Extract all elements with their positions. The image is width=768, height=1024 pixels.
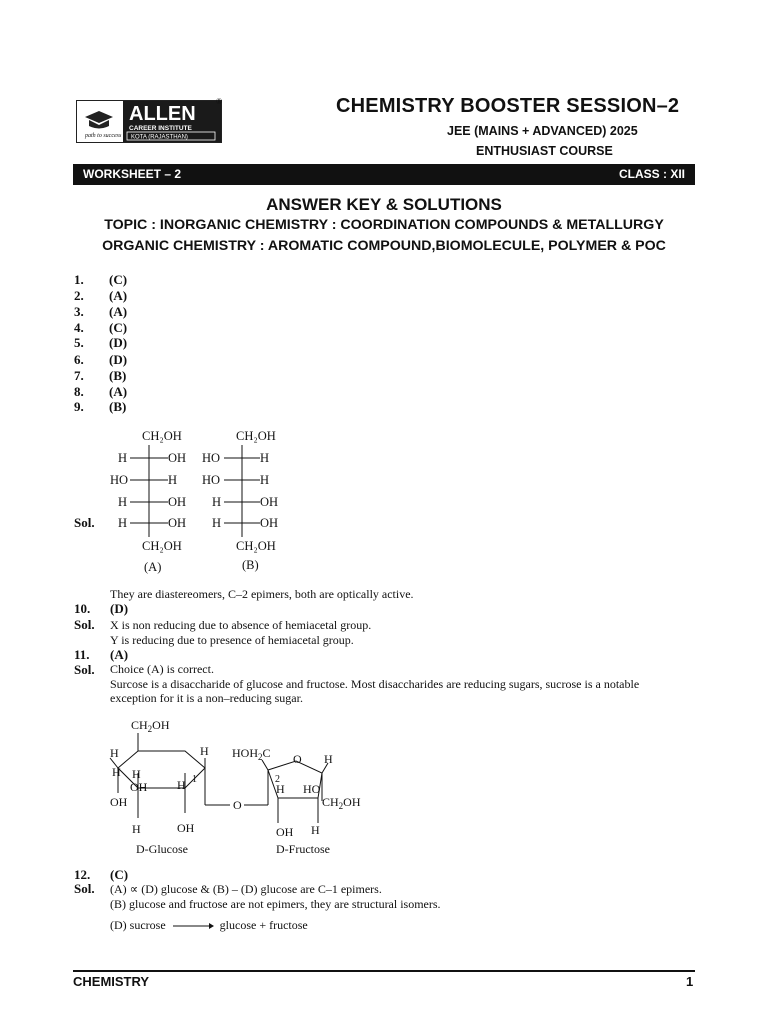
fructose-ch2oh: $CH_2OH$ xyxy=(322,795,361,811)
answer-number: 6. xyxy=(74,352,84,367)
fischer-structure-b xyxy=(202,429,278,572)
struct-b-r4-right: OH xyxy=(260,516,279,530)
struct-b-r2-right: H xyxy=(260,473,270,487)
fructose-h3: H xyxy=(311,823,320,837)
answer-value: (A) xyxy=(109,304,128,319)
fischer-projections xyxy=(100,425,320,575)
struct-b-top: CH₂OH xyxy=(236,429,276,443)
struct-a-label: (A) xyxy=(144,560,162,574)
q12-line3-right: glucose + fructose xyxy=(219,918,308,932)
answer-number: 8. xyxy=(74,384,84,399)
fructose-ring-o: O xyxy=(293,752,302,766)
struct-b-r3-left: H xyxy=(212,495,222,509)
answer-value: (D) xyxy=(109,352,128,367)
q12-number: 12. xyxy=(74,867,91,882)
logo-line1: CAREER INSTITUTE xyxy=(129,125,192,132)
struct-b-r1-left: HO xyxy=(202,451,221,465)
struct-b-label: (B) xyxy=(242,558,259,572)
q12-line2: (B) glucose and fructose are not epimers, they are structural isomers. xyxy=(110,897,441,911)
class-label: CLASS : XII xyxy=(618,167,685,181)
answer-number: 7. xyxy=(74,368,84,383)
sol-label: Sol. xyxy=(74,515,95,530)
answer-number: 1. xyxy=(74,272,84,287)
struct-b-r2-left: HO xyxy=(202,473,221,487)
q12-answer: (C) xyxy=(110,867,129,882)
fischer-structure-a xyxy=(110,429,186,574)
glycosidic-o: O xyxy=(233,798,242,812)
struct-a-r1-left: H xyxy=(118,451,128,465)
answer-number: 3. xyxy=(74,304,84,319)
footer-divider xyxy=(73,970,695,972)
glucose-h4: H xyxy=(132,767,141,781)
struct-a-r3-left: H xyxy=(118,495,128,509)
struct-a-r4-right: OH xyxy=(168,516,187,530)
answer-number: 9. xyxy=(74,399,84,414)
struct-a-r3-right: OH xyxy=(168,495,187,509)
logo-brand: ALLEN xyxy=(129,103,196,125)
glucose-h5: H xyxy=(177,778,186,792)
fructose-c2: 2 xyxy=(275,774,280,785)
fructose-h1: H xyxy=(324,752,333,766)
fructose-h2: H xyxy=(276,782,285,796)
q10-number: 10. xyxy=(74,601,91,616)
worksheet-label: WORKSHEET – 2 xyxy=(83,167,182,181)
struct-a-r2-right: H xyxy=(168,473,178,487)
fructose-hoh2c: $HOH_2C$ xyxy=(232,746,271,762)
answer-value: (D) xyxy=(109,335,128,350)
logo-line2: KOTA (RAJASTHAN) xyxy=(131,134,188,141)
page-number: 1 xyxy=(686,974,694,989)
q12-line3 xyxy=(110,918,308,933)
q11-sol-label: Sol. xyxy=(74,662,95,677)
fructose-ho: HO xyxy=(303,782,321,796)
struct-b-r4-left: H xyxy=(212,516,222,530)
footer-subject: CHEMISTRY xyxy=(73,974,150,989)
struct-b-bottom: CH₂OH xyxy=(236,539,276,553)
struct-b-r3-right: OH xyxy=(260,495,279,509)
registered-mark: ® xyxy=(216,97,223,106)
q11-answer: (A) xyxy=(110,647,129,662)
answer-key-heading: ANSWER KEY & SOLUTIONS xyxy=(266,195,502,214)
course-subtitle: ENTHUSIAST COURSE xyxy=(476,144,613,158)
answer-number: 5. xyxy=(74,335,84,350)
q12-sol-label: Sol. xyxy=(74,881,95,896)
q11-line2: Surcose is a disaccharide of glucose and fructose. Most disaccharides are reducing sugars, sucrose is a notable xyxy=(110,677,640,691)
q12-line3-left: (D) sucrose xyxy=(110,918,166,932)
glucose-oh2: OH xyxy=(110,795,128,809)
page-title: CHEMISTRY BOOSTER SESSION–2 xyxy=(336,95,680,117)
allen-logo-graphic xyxy=(77,101,221,142)
organic-heading: ORGANIC CHEMISTRY : AROMATIC COMPOUND,BIOMOLECULE, POLYMER & POC xyxy=(102,238,666,254)
fructose-oh: OH xyxy=(276,825,294,839)
glucose-label: D-Glucose xyxy=(136,842,188,856)
glucose-h6: H xyxy=(132,822,141,836)
struct-a-bottom: CH₂OH xyxy=(142,539,182,553)
glucose-ch2oh: $CH_2OH$ xyxy=(131,718,170,734)
glucose-h2: H xyxy=(200,744,209,758)
answer-value: (A) xyxy=(109,384,128,399)
logo-tagline: path to success xyxy=(85,133,122,139)
glucose-c1: 1 xyxy=(192,774,197,785)
glucose-h1: H xyxy=(110,746,119,760)
sucrose-structure xyxy=(100,713,390,861)
exam-subtitle: JEE (MAINS + ADVANCED) 2025 xyxy=(447,124,638,138)
answer-number: 2. xyxy=(74,288,84,303)
q10-sol-label: Sol. xyxy=(74,617,95,632)
q12-line1: (A) ∝ (D) glucose & (B) – (D) glucose are C–1 epimers. xyxy=(110,882,382,896)
fructose-label: D-Fructose xyxy=(276,842,330,856)
allen-logo xyxy=(76,100,222,143)
answer-value: (B) xyxy=(109,368,127,383)
answer-value: (A) xyxy=(109,288,128,303)
struct-a-r1-right: OH xyxy=(168,451,187,465)
q9-explanation: They are diastereomers, C–2 epimers, both are optically active. xyxy=(110,587,414,601)
answer-value: (B) xyxy=(109,399,127,414)
answer-value: (C) xyxy=(109,320,128,335)
q11-line3: exception for it is a non–reducing sugar. xyxy=(110,691,303,705)
right-arrow-icon xyxy=(171,921,215,931)
answer-value: (C) xyxy=(109,272,128,287)
answer-number: 4. xyxy=(74,320,84,335)
q10-line1: X is non reducing due to absence of hemiacetal group. xyxy=(110,618,372,632)
topic-heading: TOPIC : INORGANIC CHEMISTRY : COORDINATION COMPOUNDS & METALLURGY xyxy=(104,217,664,233)
q10-line2: Y is reducing due to presence of hemiacetal group. xyxy=(110,633,354,647)
glucose-h3: H xyxy=(112,765,121,779)
struct-a-r4-left: H xyxy=(118,516,128,530)
q10-answer: (D) xyxy=(110,601,129,616)
worksheet-bar xyxy=(73,164,695,185)
glucose-oh1: OH xyxy=(130,780,148,794)
q11-line1: Choice (A) is correct. xyxy=(110,662,214,676)
struct-a-top: CH₂OH xyxy=(142,429,182,443)
struct-a-r2-left: HO xyxy=(110,473,129,487)
glucose-oh3: OH xyxy=(177,821,195,835)
struct-b-r1-right: H xyxy=(260,451,270,465)
q11-number: 11. xyxy=(74,647,90,662)
